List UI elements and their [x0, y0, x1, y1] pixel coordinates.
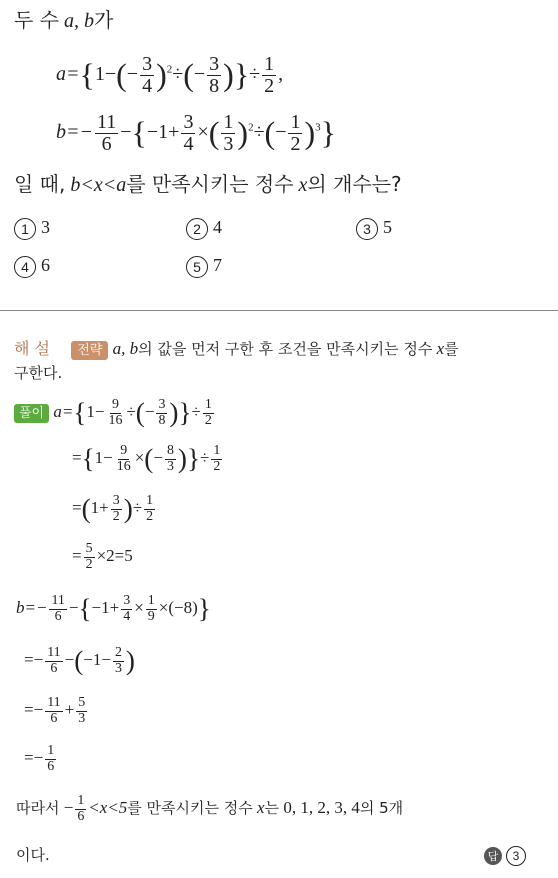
brace-open: {	[79, 56, 95, 93]
fraction: $\frac{2}{3}$	[114, 645, 122, 676]
paren-close: )	[304, 114, 316, 151]
brace-close: }	[233, 56, 250, 93]
fraction: $\frac{3}{8}$	[158, 397, 166, 428]
fraction: $\frac{1}{2}$	[264, 53, 275, 97]
fraction: $\frac{5}{3}$	[78, 695, 86, 726]
solution-tag: 풀이	[14, 404, 49, 423]
choice-number: 2	[186, 218, 208, 240]
choice-number: 4	[14, 256, 36, 278]
solution-label: 해 설	[14, 339, 50, 358]
choice-number: 1	[14, 218, 36, 240]
intro-vars: a, b	[64, 10, 94, 32]
fraction: $\frac{1}{6}$	[77, 793, 85, 824]
operator: ÷	[172, 63, 184, 86]
fraction: $\frac{3}{4}$	[123, 593, 131, 624]
fraction: $\frac{3}{2}$	[112, 493, 120, 524]
section-divider	[0, 310, 558, 311]
choice-1[interactable]: 1 3	[14, 218, 50, 240]
exponent: 2	[248, 121, 254, 134]
fraction: $\frac{8}{3}$	[166, 443, 174, 474]
solution-b-line-4: =− $\frac{1}{6}$	[24, 743, 55, 774]
question-text: 일 때, b<x<a를 만족시키는 정수 x의 개수는?	[14, 172, 402, 196]
solution-b-line-3: =− $\frac{11}{6}$ + $\frac{5}{3}$	[24, 695, 86, 726]
choice-number: 5	[186, 256, 208, 278]
hint-tag: 전략	[71, 341, 108, 360]
choice-2[interactable]: 2 4	[186, 218, 222, 240]
fraction: $\frac{1}{3}$	[223, 111, 234, 155]
equation-a: a={1−(− $\frac{3}{4}$ )$^2$÷(− $\frac{3}{8}$ )}÷ $\frac{1}{2}$ ,	[56, 53, 284, 97]
paren-close: )	[223, 56, 234, 93]
fraction: $\frac{9}{16}$	[108, 397, 123, 428]
fraction: $\frac{3}{4}$	[183, 111, 194, 155]
fraction: $\frac{11}{6}$	[47, 645, 61, 676]
choice-5[interactable]: 5 7	[186, 256, 222, 278]
equation-b: b=− $\frac{11}{6}$ −{−1+ $\frac{3}{4}$ ×( $\frac{1}{3}$ )$^2$÷(− $\frac{1}{2}$ )$^3$}	[56, 111, 336, 155]
brace-close: }	[320, 114, 336, 151]
answer-badge: 답	[484, 847, 502, 865]
fraction: $\frac{3}{8}$	[209, 53, 220, 97]
operator: ÷	[249, 63, 261, 86]
fraction: $\frac{11}{6}$	[97, 111, 117, 155]
fraction: $\frac{11}{6}$	[47, 695, 61, 726]
fraction: $\frac{9}{16}$	[116, 443, 131, 474]
eq-b-lhs: b=−	[56, 121, 93, 144]
answer-number: 3	[506, 846, 526, 866]
paren-open: (	[208, 114, 220, 151]
choice-4[interactable]: 4 6	[14, 256, 50, 278]
solution-b-line-1: b=− $\frac{11}{6}$ −{−1+ $\frac{3}{4}$ × $\frac{1}{9}$ ×(−8)}	[16, 593, 211, 624]
intro-text: 두 수	[14, 8, 59, 32]
solution-a-line-3: =(1+ $\frac{3}{2}$ )÷ $\frac{1}{2}$	[72, 493, 154, 524]
problem-intro	[14, 10, 113, 31]
paren-open: (	[264, 114, 276, 151]
conclusion-line-2: 이다.	[16, 846, 50, 864]
hint-line-2: 구한다.	[14, 364, 63, 382]
solution-a-line-2: ={1− $\frac{9}{16}$ ×(− $\frac{8}{3}$ )}÷ $\frac{1}{2}$	[72, 443, 221, 474]
fraction: $\frac{3}{4}$	[142, 53, 153, 97]
choice-number: 3	[356, 218, 378, 240]
eq-a-t1: 1−	[94, 63, 117, 86]
choice-3[interactable]: 3 5	[356, 218, 392, 240]
paren-open: (	[183, 56, 194, 93]
paren-close: )	[156, 56, 167, 93]
inequality: b<x<a	[70, 174, 127, 196]
solution-b-line-2: =− $\frac{11}{6}$ −(−1− $\frac{2}{3}$ )	[24, 645, 135, 676]
eq-a-lhs: a=	[56, 63, 80, 86]
fraction: $\frac{11}{6}$	[51, 593, 65, 624]
exponent: 3	[315, 121, 321, 134]
hint-line: 해 설 전략 a, b의 값을 먼저 구한 후 조건을 만족시키는 정수 x를	[14, 339, 459, 358]
intro-end: 가	[94, 8, 114, 32]
solution-a-line-1: 풀이 a={1− $\frac{9}{16}$ ÷(− $\frac{3}{8}$ )}÷ $\frac{1}{2}$	[14, 398, 216, 428]
fraction: $\frac{1}{9}$	[147, 593, 155, 624]
conclusion-line-1: 따라서 − $\frac{1}{6}$ <x<5를 만족시키는 정수 x는 0, 1, 2, 3, 4의 5개	[16, 793, 404, 824]
answer	[484, 846, 531, 866]
fraction: $\frac{5}{2}$	[85, 541, 93, 572]
exponent: 2	[166, 63, 173, 76]
paren-close: )	[237, 114, 249, 151]
solution-a-line-4: = $\frac{5}{2}$ ×2=5	[72, 541, 133, 572]
fraction: $\frac{1}{6}$	[47, 743, 55, 774]
paren-open: (	[116, 56, 127, 93]
brace-open: {	[131, 114, 147, 151]
fraction: $\frac{1}{2}$	[213, 443, 221, 474]
fraction: $\frac{1}{2}$	[204, 397, 212, 428]
fraction: $\frac{1}{2}$	[146, 493, 154, 524]
fraction: $\frac{1}{2}$	[290, 111, 301, 155]
